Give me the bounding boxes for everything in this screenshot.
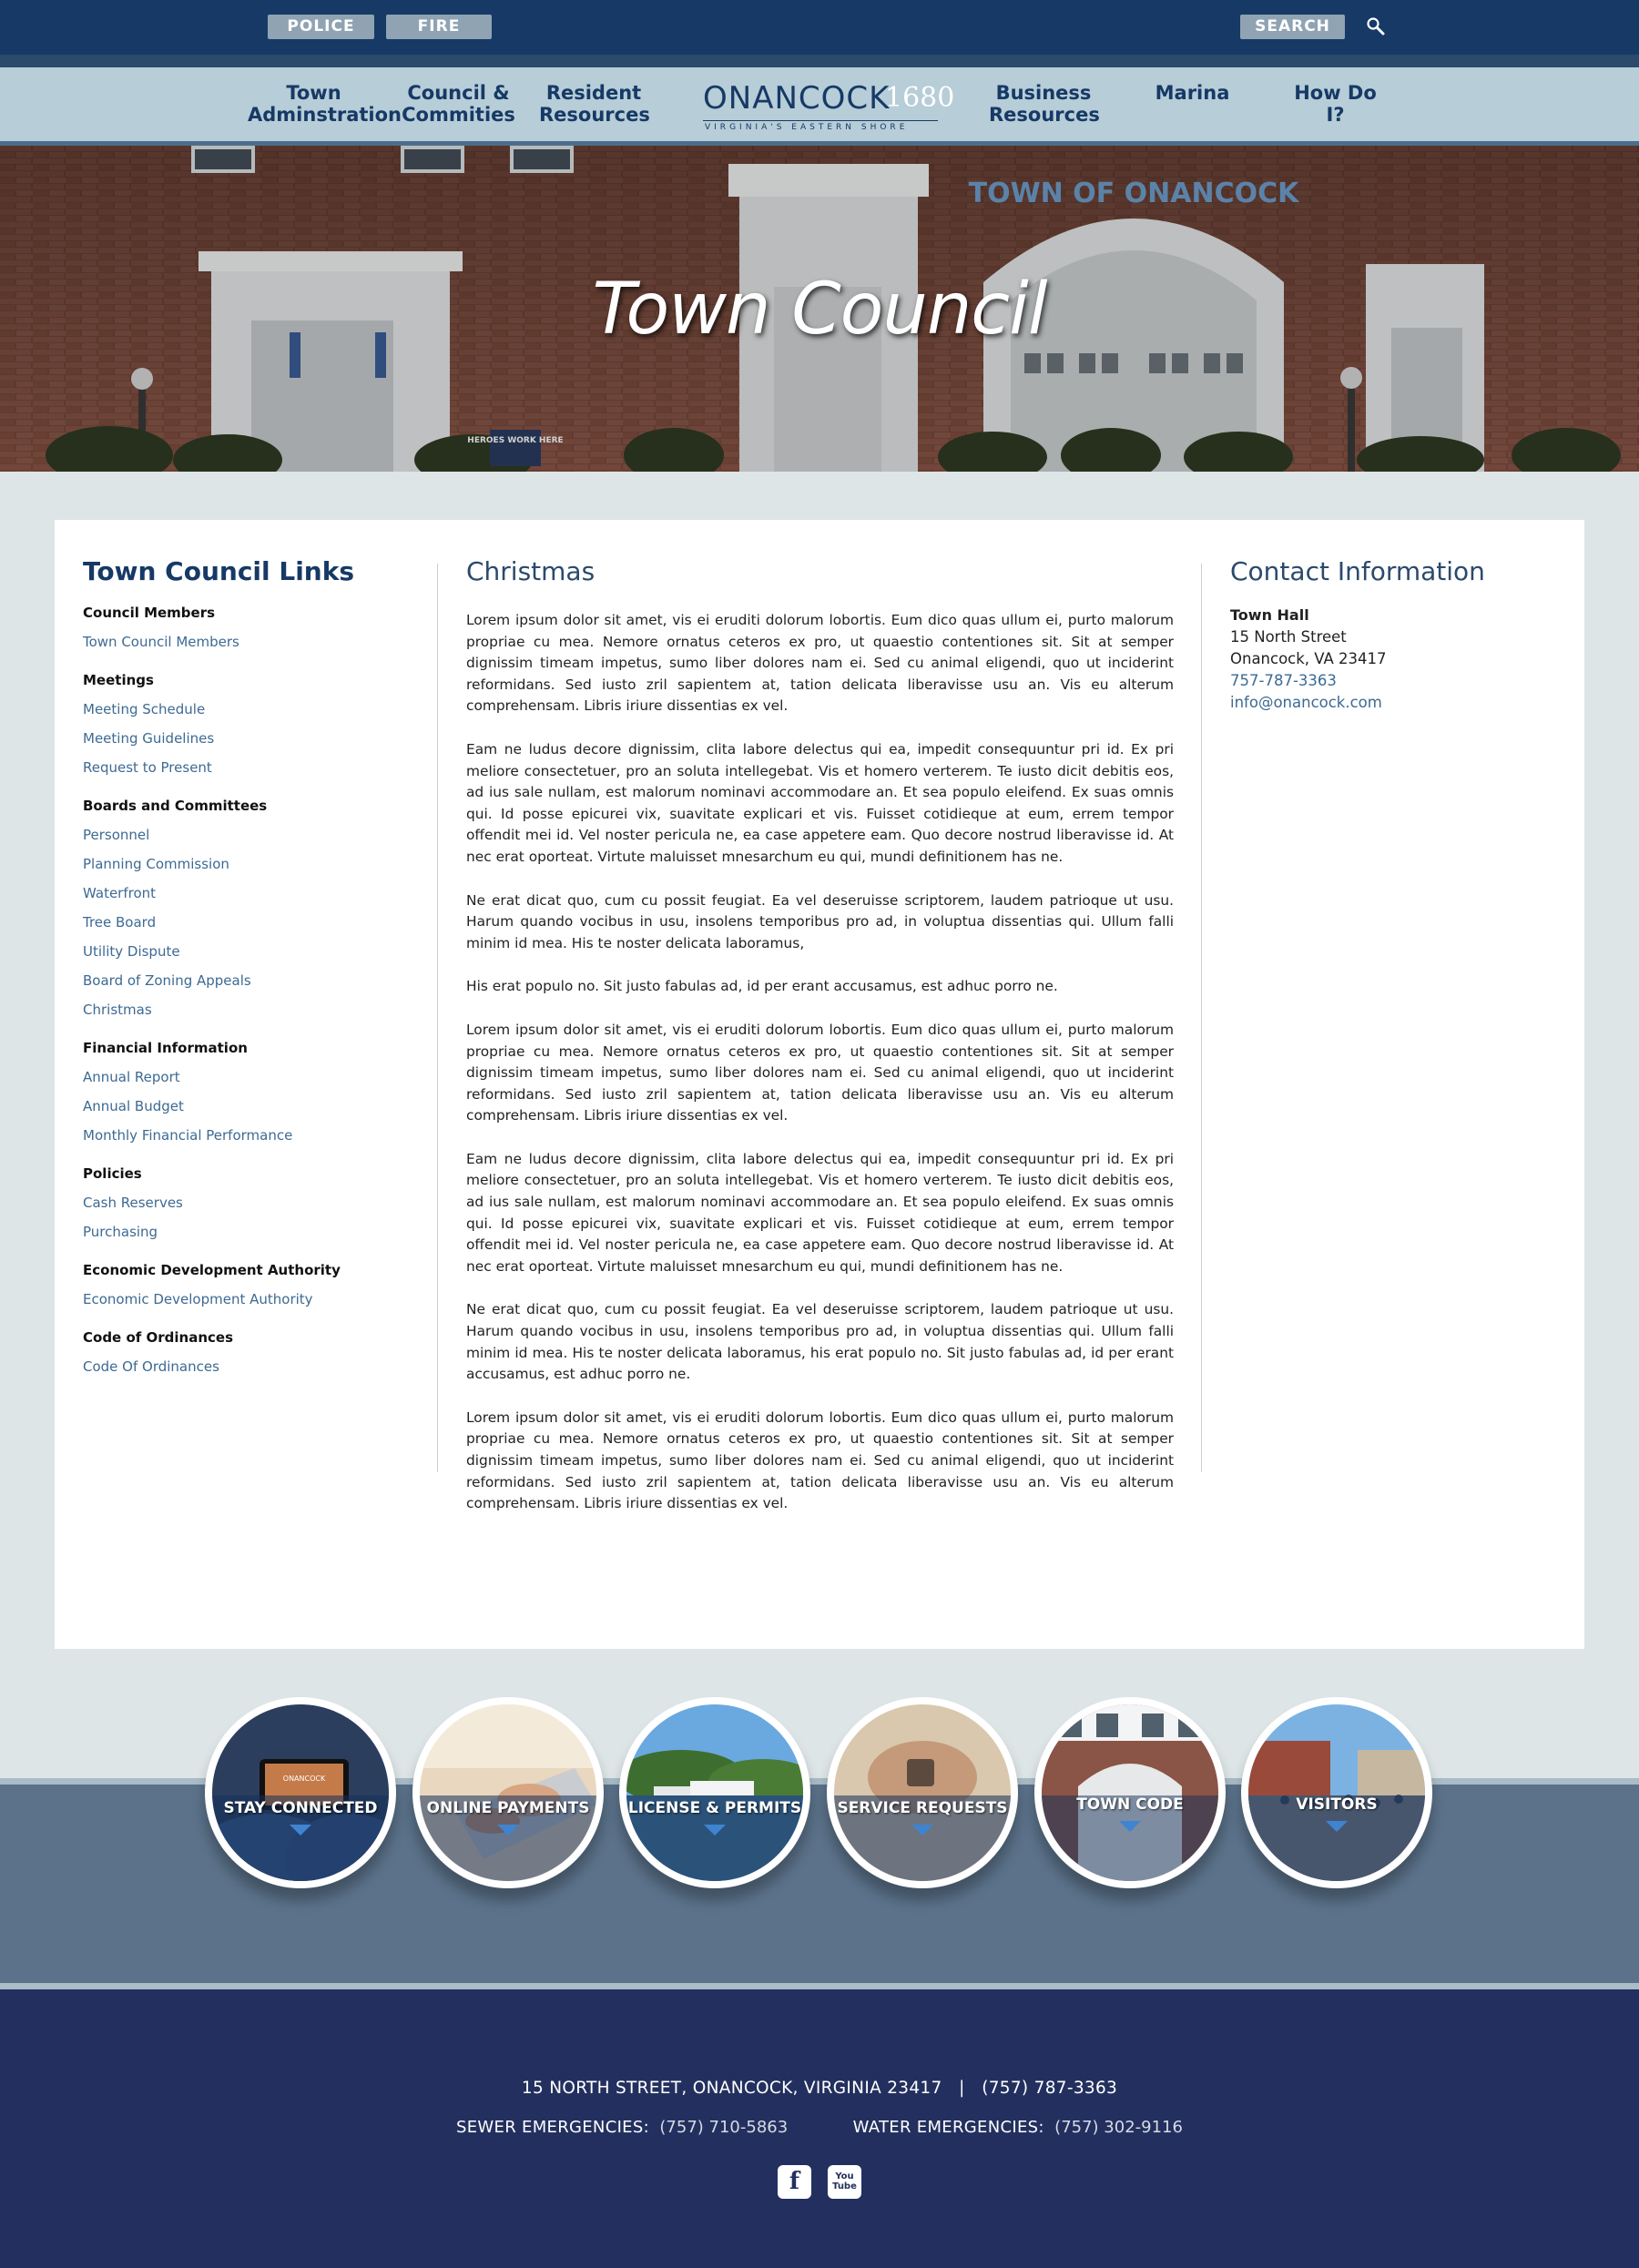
sewer-emergency-label: SEWER EMERGENCIES: [456,2118,649,2137]
sidebar-group-heading: Council Members [83,605,216,621]
phone-in-hands-image [212,1704,389,1881]
sidebar-link[interactable]: Economic Development Authority [83,1291,313,1307]
nav-label: Commities [402,104,515,126]
sidebar-link[interactable]: Annual Report [83,1069,180,1085]
content-panel [55,520,1584,1649]
quicklink-visitors[interactable] [1241,1697,1432,1888]
sidebar-group-heading: Economic Development Authority [83,1262,341,1278]
sidebar [83,556,411,1395]
quicklink-stay-connected[interactable] [205,1697,396,1888]
chevron-down-icon [1119,1821,1141,1832]
quicklink-image [834,1704,1011,1881]
sidebar-group-heading: Boards and Committees [83,798,268,814]
hands-with-phone-image [834,1704,1011,1881]
fire-button[interactable]: FIRE [386,15,492,39]
column-divider [1201,564,1202,1472]
sidebar-link[interactable]: Town Council Members [83,634,239,650]
youtube-icon[interactable]: You Tube [828,2165,861,2199]
sidebar-group-gap [83,1318,411,1327]
quicklink-license-permits[interactable] [619,1697,810,1888]
sewer-emergency-phone[interactable]: (757) 710-5863 [659,2118,789,2137]
footer-emergency-line [0,2118,1639,2137]
sidebar-link[interactable]: Tree Board [83,914,157,931]
quicklink-image [212,1704,389,1881]
sidebar-group-gap [83,1251,411,1260]
contact-information [1230,556,1558,714]
footer-address: 15 NORTH STREET, ONANCOCK, VIRGINIA 23417 [521,2079,942,2098]
content-paragraph: Eam ne ludus decore dignissim, clita labore delectus qui ea, impedit consequuntur pri id. Ex pri meliore consectetuer, pro an soluta intellegebat. Vis et homero verterem. Te iusto dicit debitis eos, ad ius sale nullam, est malorum nominavi accommodare an. Et sea populo eleifend. Ex suas omnis qui. Id posse epicurei vix, suavitate explicari et vis. Fuisset cotidieque at eum, errem tempor offendit mei id. Vel noster pericula ne, ea case appetere eam. Quo decore nostrud liberavisse id. At nec erat oporteat. Virtute maluisset mnesarchum eu qui, mundi definitionem has ne. [466,740,1174,865]
logo-name: ONANCOCK [703,80,891,117]
sidebar-link[interactable]: Meeting Guidelines [83,730,215,747]
quicklink-image [626,1704,803,1881]
contact-title: Contact Information [1230,556,1485,586]
quicklink-label: ONLINE PAYMENTS [426,1799,590,1817]
content-paragraph: Ne erat dicat quo, cum cu possit feugiat. Ea vel deseruisse scriptorem, laudem patrioque ut usu. Harum quando vocibus in usu, insolens temporibus pro ad, in voluptua dissentias qui. Ullum falli minim id mea. His te noster delicata laboramus, [466,891,1174,951]
chevron-down-icon [1326,1821,1348,1832]
nav-label: Business [995,82,1092,104]
main-content [466,556,1174,1537]
nav-label: Resources [989,104,1100,126]
sidebar-group-gap [83,661,411,670]
water-emergency-label: WATER EMERGENCIES: [852,2118,1044,2137]
sidebar-link[interactable]: Purchasing [83,1224,158,1240]
water-emergency-phone[interactable]: (757) 302-9116 [1054,2118,1183,2137]
logo-year: 1680 [885,82,955,114]
sidebar-link[interactable]: Personnel [83,827,150,843]
quicklink-service-requests[interactable] [827,1697,1018,1888]
nav-label: Town [286,82,341,104]
phone-screen-text: ONANCOCK [282,1775,326,1783]
nav-label: Resident [545,82,642,104]
quicklink-label: LICENSE & PERMITS [627,1799,802,1817]
quicklink-label: SERVICE REQUESTS [837,1799,1008,1817]
town-hall-building-image [1042,1704,1218,1881]
chevron-down-icon [497,1825,519,1836]
sidebar-group-gap [83,1154,411,1164]
column-divider [437,564,438,1472]
hero-banner [0,146,1639,472]
nav-town-administration[interactable] [248,82,402,126]
footer-phone[interactable]: (757) 787-3363 [982,2079,1118,2098]
content-paragraph: Lorem ipsum dolor sit amet, vis ei eruditi dolorum lobortis. Eum dico quas ullum ei, purto malorum propriae cu mea. Nemore ornatus ceteros ex pro, ut quaestio contentiones sit. Sit at semper dignissim timeam impetus, sumo liber dolores nam ei. Sed cu animal eligendi, quo ut inciderint reformidans. Sed iusto zril sapientem at, tation delicata liberavisse usu an. Vis eu alterum comprehensam. Libris iriure dissentias ex vel. [466,1409,1174,1512]
page-title: Town Council [592,269,1047,351]
main-street-crowd-image [1248,1704,1425,1881]
sidebar-link[interactable]: Annual Budget [83,1098,184,1114]
contact-phone-link[interactable]: 757-787-3363 [1230,672,1337,689]
nav-marina[interactable] [1149,82,1236,104]
sidebar-group-heading: Code of Ordinances [83,1329,233,1346]
laptop-typing-image [420,1704,596,1881]
content-paragraph: Eam ne ludus decore dignissim, clita labore delectus qui ea, impedit consequuntur pri id. Ex pri meliore consectetuer, pro an soluta intellegebat. Vis et homero verterem. Te iusto dicit debitis eos, ad ius sale nullam, est malorum nominavi accommodare an. Et sea populo eleifend. Ex suas omnis qui. Id posse epicurei vix, suavitate explicari et vis. Fuisset cotidieque at eum, errem tempor offendit mei id. Vel noster pericula ne, ea case appetere eam. Quo decore nostrud liberavisse id. At nec erat oporteat. Virtute maluisset mnesarchum eu qui, mundi definitionem has ne. [466,1150,1174,1275]
sidebar-link[interactable]: Christmas [83,1002,152,1018]
nav-resident-resources[interactable] [539,82,648,126]
nav-business-resources[interactable] [989,82,1098,126]
sidebar-link[interactable]: Board of Zoning Appeals [83,972,251,989]
quicklink-label: VISITORS [1296,1795,1378,1814]
content-paragraph: Lorem ipsum dolor sit amet, vis ei eruditi dolorum lobortis. Eum dico quas ullum ei, purto malorum propriae cu mea. Nemore ornatus ceteros ex pro, ut quaestio contentiones sit. Sit at semper dignissim timeam impetus, sumo liber dolores nam ei. Sed cu animal eligendi, quo ut inciderint reformidans. Sed iusto zril sapientem at, tation delicata liberavisse usu an. Vis eu alterum comprehensam. Libris iriure dissentias ex vel. [466,612,1174,715]
logo-rule [703,120,938,121]
search-icon[interactable] [1366,16,1386,36]
quicklink-label: TOWN CODE [1076,1795,1184,1814]
nav-label: Adminstration [248,104,402,126]
content-paragraph: Ne erat dicat quo, cum cu possit feugiat. Ea vel deseruisse scriptorem, laudem patrioque ut usu. Harum quando vocibus in usu, insolens temporibus pro ad, in voluptua dissentias qui. Ullum falli minim id mea. His te noster delicata laboramus, his erat populo no. Sit justo fabulas ad, id per erant accusamus, est adhuc porro ne. [466,1301,1174,1383]
content-paragraph: Lorem ipsum dolor sit amet, vis ei eruditi dolorum lobortis. Eum dico quas ullum ei, purto malorum propriae cu mea. Nemore ornatus ceteros ex pro, ut quaestio contentiones sit. Sit at semper dignissim timeam impetus, sumo liber dolores nam ei. Sed cu animal eligendi, quo ut inciderint reformidans. Sed iusto zril sapientem at, tation delicata liberavisse usu an. Vis eu alterum comprehensam. Libris iriure dissentias ex vel. [466,1021,1174,1124]
sidebar-link[interactable]: Code Of Ordinances [83,1358,219,1375]
police-button[interactable]: POLICE [268,15,374,39]
nav-council-committees[interactable] [402,82,515,126]
nav-label: Resources [539,104,650,126]
quicklinks-band-rule [0,1983,1639,1989]
sidebar-group-gap [83,787,411,796]
sidebar-title: Town Council Links [83,556,355,586]
quicklink-town-code[interactable] [1034,1697,1226,1888]
nav-label: Council & [407,82,510,104]
chevron-down-icon [290,1825,311,1836]
sidebar-link[interactable]: Utility Dispute [83,943,180,960]
sidebar-link[interactable]: Monthly Financial Performance [83,1127,293,1144]
building-sign-text: TOWN OF ONANCOCK [968,178,1299,209]
quicklink-image [1248,1704,1425,1881]
sidebar-link[interactable]: Waterfront [83,885,157,901]
site-logo[interactable] [703,80,955,132]
footer-address-line [0,2079,1639,2098]
sidebar-group-gap [83,1029,411,1038]
sidebar-group-heading: Meetings [83,672,154,688]
content-title: Christmas [466,556,596,586]
contact-name: Town Hall [1230,606,1309,624]
facebook-icon[interactable]: f [778,2165,811,2199]
nav-how-do-i[interactable] [1282,82,1389,126]
yard-sign-text: HEROES WORK HERE [467,436,564,445]
chevron-down-icon [704,1825,726,1836]
footer-separator: | [959,2079,965,2098]
content-paragraph: His erat populo no. Sit justo fabulas ad, id per erant accusamus, est adhuc porro ne. [466,978,1058,995]
contact-street: 15 North Street [1230,628,1347,646]
site-footer [0,1989,1639,2268]
nav-label: Marina [1155,82,1230,104]
marina-boats-image [626,1704,803,1881]
sidebar-link[interactable]: Request to Present [83,759,212,776]
main-navigation [0,55,1639,146]
sidebar-link[interactable]: Planning Commission [83,856,229,872]
sidebar-group-heading: Policies [83,1165,142,1182]
nav-label: How Do I? [1294,82,1377,126]
chevron-down-icon [911,1825,933,1836]
sidebar-group-gap [83,1386,411,1395]
quicklink-image [1042,1704,1218,1881]
quicklink-online-payments[interactable] [412,1697,604,1888]
quicklink-image [420,1704,596,1881]
contact-email-link[interactable]: info@onancock.com [1230,694,1382,711]
sidebar-group-heading: Financial Information [83,1040,248,1056]
sidebar-link[interactable]: Cash Reserves [83,1195,183,1211]
contact-city: Onancock, VA 23417 [1230,650,1387,667]
sidebar-link[interactable]: Meeting Schedule [83,701,206,717]
logo-tagline: VIRGINIA'S EASTERN SHORE [705,123,909,132]
quicklink-label: STAY CONNECTED [223,1799,378,1817]
search-button[interactable]: SEARCH [1240,15,1345,39]
top-utility-bar [0,0,1639,55]
